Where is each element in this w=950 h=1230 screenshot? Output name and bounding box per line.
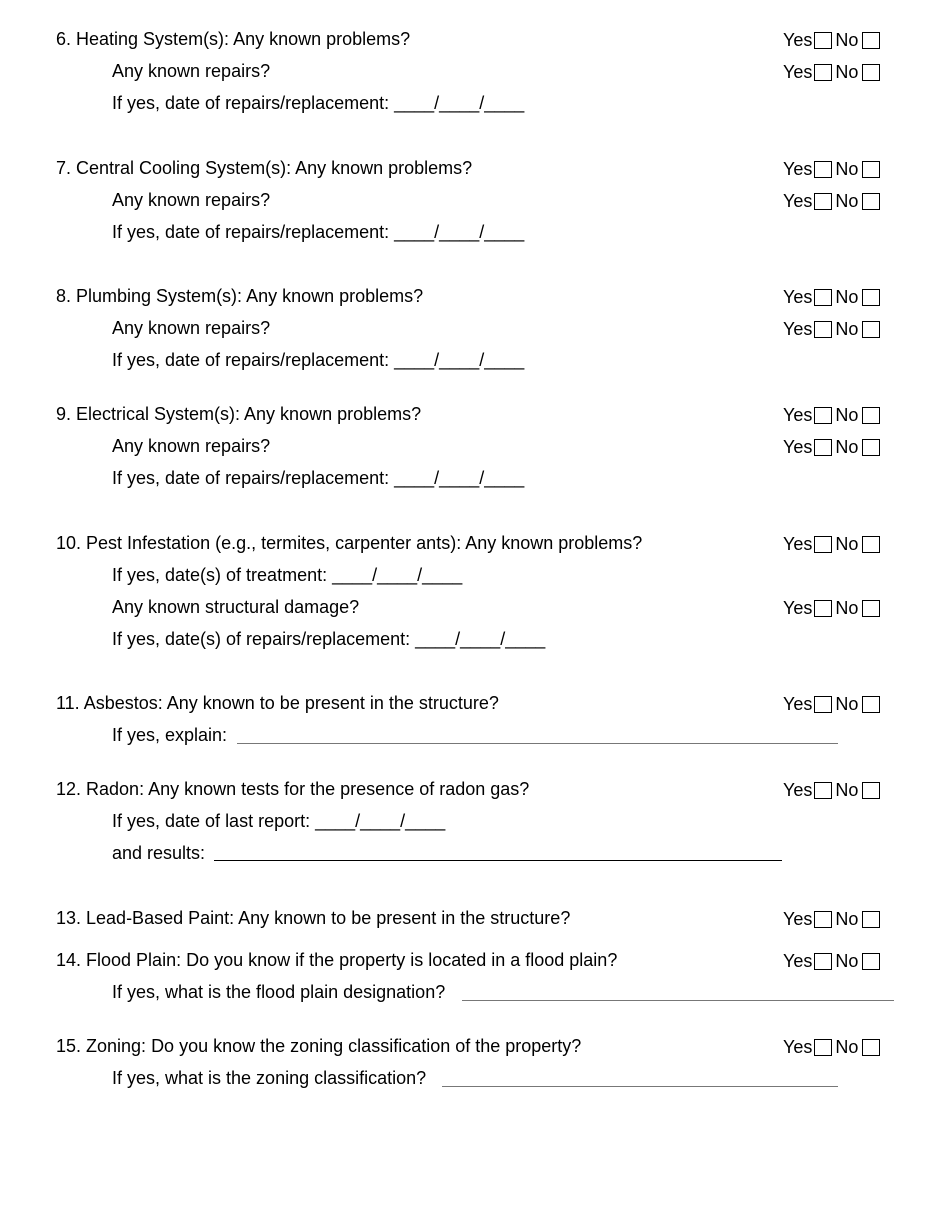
q12-no-checkbox[interactable] (862, 782, 880, 799)
q7-repairs-yes-no (783, 190, 880, 212)
q6-prompt: 6. Heating System(s): Any known problems? (56, 29, 411, 49)
yes-label: Yes (783, 780, 813, 800)
q7-problems-yes-checkbox[interactable] (814, 161, 832, 178)
q11-no-checkbox[interactable] (862, 696, 880, 713)
no-label: No (835, 287, 859, 307)
q11-yes-checkbox[interactable] (814, 696, 832, 713)
q11-explain-line[interactable] (237, 743, 838, 744)
q10-treatment-date-field[interactable]: If yes, date(s) of treatment: ____/____/____ (112, 565, 463, 585)
q8-date-field[interactable]: If yes, date of repairs/replacement: ____/____/____ (112, 350, 525, 370)
q15-yes-checkbox[interactable] (814, 1039, 832, 1056)
q15-no-checkbox[interactable] (862, 1039, 880, 1056)
q12-results-label: and results: (112, 843, 206, 863)
q6-repairs-yes-checkbox[interactable] (814, 64, 832, 81)
q9-date-field[interactable]: If yes, date of repairs/replacement: ____/____/____ (112, 468, 525, 488)
no-label: No (835, 780, 859, 800)
q9-repairs-no-checkbox[interactable] (862, 439, 880, 456)
q9-problems-yes-no (783, 404, 880, 426)
q7-repairs-no-checkbox[interactable] (862, 193, 880, 210)
q6-repairs-label: Any known repairs? (112, 61, 271, 81)
no-label: No (835, 159, 859, 179)
q13-no-checkbox[interactable] (862, 911, 880, 928)
q7-repairs-yes-checkbox[interactable] (814, 193, 832, 210)
q13-yes-no (783, 908, 880, 930)
q14-yes-no (783, 950, 880, 972)
q14-no-checkbox[interactable] (862, 953, 880, 970)
no-label: No (835, 951, 859, 971)
q12-results-line[interactable] (214, 860, 782, 861)
no-label: No (835, 191, 859, 211)
yes-label: Yes (783, 405, 813, 425)
q10-damage-no-checkbox[interactable] (862, 600, 880, 617)
q6-problems-yes-no (783, 29, 880, 51)
q10-damage-yes-no (783, 597, 880, 619)
no-label: No (835, 319, 859, 339)
q9-problems-no-checkbox[interactable] (862, 407, 880, 424)
q6-date-field[interactable]: If yes, date of repairs/replacement: ____/____/____ (112, 93, 525, 113)
q10-damage-yes-checkbox[interactable] (814, 600, 832, 617)
q14-prompt: 14. Flood Plain: Do you know if the property is located in a flood plain? (56, 950, 618, 970)
yes-label: Yes (783, 30, 813, 50)
q10-damage-label: Any known structural damage? (112, 597, 360, 617)
q15-prompt: 15. Zoning: Do you know the zoning classification of the property? (56, 1036, 582, 1056)
q12-yes-no (783, 779, 880, 801)
yes-label: Yes (783, 909, 813, 929)
no-label: No (835, 1037, 859, 1057)
q12-prompt: 12. Radon: Any known tests for the presence of radon gas? (56, 779, 530, 799)
q15-classification-line[interactable] (442, 1086, 838, 1087)
q10-problems-yes-no (783, 533, 880, 555)
yes-label: Yes (783, 951, 813, 971)
no-label: No (835, 30, 859, 50)
yes-label: Yes (783, 319, 813, 339)
q6-problems-no-checkbox[interactable] (862, 32, 880, 49)
q11-explain-label: If yes, explain: (112, 725, 228, 745)
q10-repair-date-field[interactable]: If yes, date(s) of repairs/replacement: ____/____/____ (112, 629, 546, 649)
no-label: No (835, 62, 859, 82)
q6-problems-yes-checkbox[interactable] (814, 32, 832, 49)
q9-problems-yes-checkbox[interactable] (814, 407, 832, 424)
yes-label: Yes (783, 191, 813, 211)
q8-repairs-no-checkbox[interactable] (862, 321, 880, 338)
q13-prompt: 13. Lead-Based Paint: Any known to be present in the structure? (56, 908, 571, 928)
q8-repairs-yes-no (783, 318, 880, 340)
yes-label: Yes (783, 694, 813, 714)
q14-designation-label: If yes, what is the flood plain designation? (112, 982, 446, 1002)
q10-problems-yes-checkbox[interactable] (814, 536, 832, 553)
q6-repairs-no-checkbox[interactable] (862, 64, 880, 81)
yes-label: Yes (783, 159, 813, 179)
q14-yes-checkbox[interactable] (814, 953, 832, 970)
q8-problems-yes-checkbox[interactable] (814, 289, 832, 306)
q10-problems-no-checkbox[interactable] (862, 536, 880, 553)
q7-repairs-label: Any known repairs? (112, 190, 271, 210)
no-label: No (835, 405, 859, 425)
yes-label: Yes (783, 437, 813, 457)
no-label: No (835, 534, 859, 554)
q7-problems-yes-no (783, 158, 880, 180)
q13-yes-checkbox[interactable] (814, 911, 832, 928)
q14-designation-line[interactable] (462, 1000, 894, 1001)
q7-problems-no-checkbox[interactable] (862, 161, 880, 178)
q8-problems-no-checkbox[interactable] (862, 289, 880, 306)
q8-prompt: 8. Plumbing System(s): Any known problems? (56, 286, 424, 306)
q15-yes-no (783, 1036, 880, 1058)
q11-yes-no (783, 693, 880, 715)
yes-label: Yes (783, 598, 813, 618)
no-label: No (835, 694, 859, 714)
yes-label: Yes (783, 62, 813, 82)
yes-label: Yes (783, 1037, 813, 1057)
q10-prompt: 10. Pest Infestation (e.g., termites, carpenter ants): Any known problems? (56, 533, 643, 553)
q9-prompt: 9. Electrical System(s): Any known problems? (56, 404, 422, 424)
q8-repairs-yes-checkbox[interactable] (814, 321, 832, 338)
q15-classification-label: If yes, what is the zoning classification? (112, 1068, 427, 1088)
yes-label: Yes (783, 287, 813, 307)
no-label: No (835, 598, 859, 618)
q7-date-field[interactable]: If yes, date of repairs/replacement: ____/____/____ (112, 222, 525, 242)
q8-problems-yes-no (783, 286, 880, 308)
yes-label: Yes (783, 534, 813, 554)
q7-prompt: 7. Central Cooling System(s): Any known problems? (56, 158, 473, 178)
q12-yes-checkbox[interactable] (814, 782, 832, 799)
q9-repairs-yes-no (783, 436, 880, 458)
no-label: No (835, 909, 859, 929)
q9-repairs-label: Any known repairs? (112, 436, 271, 456)
q9-repairs-yes-checkbox[interactable] (814, 439, 832, 456)
q11-prompt: 11. Asbestos: Any known to be present in the structure? (56, 693, 499, 713)
no-label: No (835, 437, 859, 457)
q8-repairs-label: Any known repairs? (112, 318, 271, 338)
q12-report-date-field[interactable]: If yes, date of last report: ____/____/____ (112, 811, 446, 831)
q6-repairs-yes-no (783, 61, 880, 83)
